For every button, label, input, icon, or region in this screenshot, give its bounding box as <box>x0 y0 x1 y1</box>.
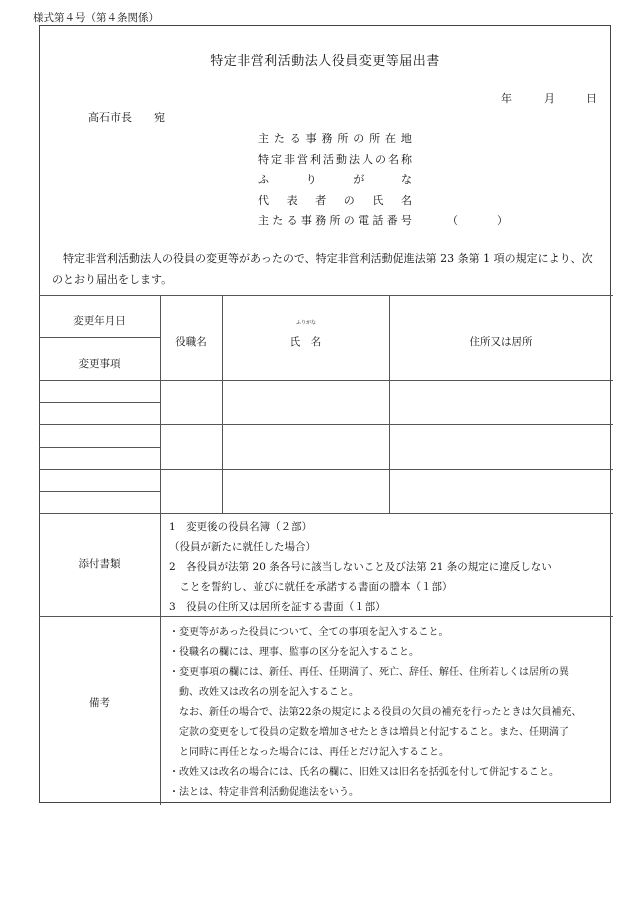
form-number-label: 様式第４号（第４条関係） <box>33 12 159 24</box>
change-date-header: 変更年月日 <box>73 315 126 327</box>
addressee: 高石市長 宛 <box>88 111 165 124</box>
attachment-item: ことを誓約し、並びに就任を承諾する書面の謄本（１部） <box>169 581 453 593</box>
label-char: 主 <box>258 214 269 227</box>
label-char: 非 <box>284 153 295 166</box>
label-char: 営 <box>297 153 308 166</box>
label-char: 名 <box>400 194 412 207</box>
label-char: 務 <box>315 214 327 227</box>
label-char: 氏 <box>372 194 384 207</box>
name-header: 氏 名 <box>289 336 322 348</box>
label-char: り <box>305 173 317 186</box>
label-char: 電 <box>358 214 370 227</box>
label-char: 者 <box>315 194 327 207</box>
remark-line: と同時に再任となった場合には、再任とだけ記入すること。 <box>169 747 449 758</box>
label-char: が <box>353 173 365 186</box>
label-char: 人 <box>362 153 373 166</box>
label-char: 法 <box>349 153 360 166</box>
remarks-label: 備考 <box>89 697 110 709</box>
form-title: 特定非営利活動法人役員変更等届出書 <box>210 54 440 69</box>
label-char: な <box>400 173 412 186</box>
representative-name-label <box>258 192 412 208</box>
attachment-item: （役員が新たに就任した場合） <box>169 541 316 553</box>
label-char: の <box>375 153 386 166</box>
label-char: る <box>286 214 298 227</box>
office-phone-label <box>258 212 412 228</box>
label-char: 活 <box>323 153 334 166</box>
label-char: た <box>272 214 284 227</box>
change-table <box>39 295 613 805</box>
remark-line: ・役職名の欄には、理事、監事の区分を記入すること。 <box>169 647 419 658</box>
label-char: 代 <box>258 194 269 207</box>
name-furigana-header: ふりがな <box>296 320 317 326</box>
remark-line: なお、新任の場合で、法第22条の規定による役員の欠員の補充を行ったときは欠員補充、 <box>169 707 582 718</box>
label-char: 事 <box>300 214 312 227</box>
remark-line: 動、改姓又は改名の別を記入すること。 <box>169 687 359 698</box>
attachment-item: 3 役員の住所又は居所を証する書面（１部） <box>169 601 386 613</box>
label-char: 在 <box>385 132 396 145</box>
attachments-label: 添付書類 <box>78 558 121 570</box>
label-char: の <box>343 214 355 227</box>
label-char: 利 <box>310 153 321 166</box>
remark-line: ・法とは、特定非営利活動促進法をいう。 <box>169 787 359 798</box>
label-char: 名 <box>388 153 399 166</box>
label-char: る <box>289 132 301 145</box>
attachment-item: 2 各役員が法第 20 条各号に該当しないこと及び法第 21 条の規定に違反しない <box>169 561 552 573</box>
form-frame <box>39 25 611 803</box>
address-header: 住所又は居所 <box>469 336 533 348</box>
remark-line: ・変更事項の欄には、新任、再任、任期満了、死亡、辞任、解任、住所若しくは居所の異 <box>169 667 569 678</box>
phone-paren-close: ） <box>497 214 508 227</box>
label-char: 務 <box>321 132 333 145</box>
furigana-label <box>258 171 412 187</box>
label-char: 所 <box>329 214 341 227</box>
label-char: の <box>353 132 365 145</box>
office-location-label <box>258 130 412 146</box>
label-char: 特 <box>258 153 269 166</box>
label-char: 所 <box>369 132 381 145</box>
remark-line: 定款の変更をして役員の定数を増加させたときは増員と付記すること。また、任期満了 <box>169 727 569 738</box>
corporation-name-label <box>258 151 412 167</box>
attachment-item: 1 変更後の役員名簿（２部） <box>169 521 313 533</box>
date-month-label: 月 <box>544 92 555 105</box>
label-char: 事 <box>305 132 317 145</box>
label-char: 話 <box>372 214 384 227</box>
label-char: ふ <box>258 173 269 186</box>
remark-line: ・変更等があった役員について、全ての事項を記入すること。 <box>169 627 449 638</box>
label-char: た <box>273 132 285 145</box>
label-char: 表 <box>286 194 298 207</box>
date-day-label: 日 <box>586 92 597 105</box>
change-item-header: 変更事項 <box>78 358 121 370</box>
remark-line: ・改姓又は改名の場合には、氏名の欄に、旧姓又は旧名を括弧を付して併記すること。 <box>169 767 559 778</box>
label-char: の <box>343 194 355 207</box>
date-year-label: 年 <box>501 92 512 105</box>
label-char: 称 <box>401 153 412 166</box>
label-char: 番 <box>386 214 398 227</box>
label-char: 号 <box>400 214 412 227</box>
label-char: 動 <box>336 153 347 166</box>
position-header: 役職名 <box>175 336 207 348</box>
label-char: 主 <box>258 132 269 145</box>
phone-paren-open: （ <box>447 214 458 227</box>
label-char: 所 <box>337 132 349 145</box>
label-char: 地 <box>400 132 412 145</box>
intro-paragraph: 特定非営利活動法人の役員の変更等があったので、特定非営利活動促進法第 23 条第 1 項の規定により、次のとおり届出をします。 <box>52 252 593 286</box>
label-char: 定 <box>271 153 282 166</box>
